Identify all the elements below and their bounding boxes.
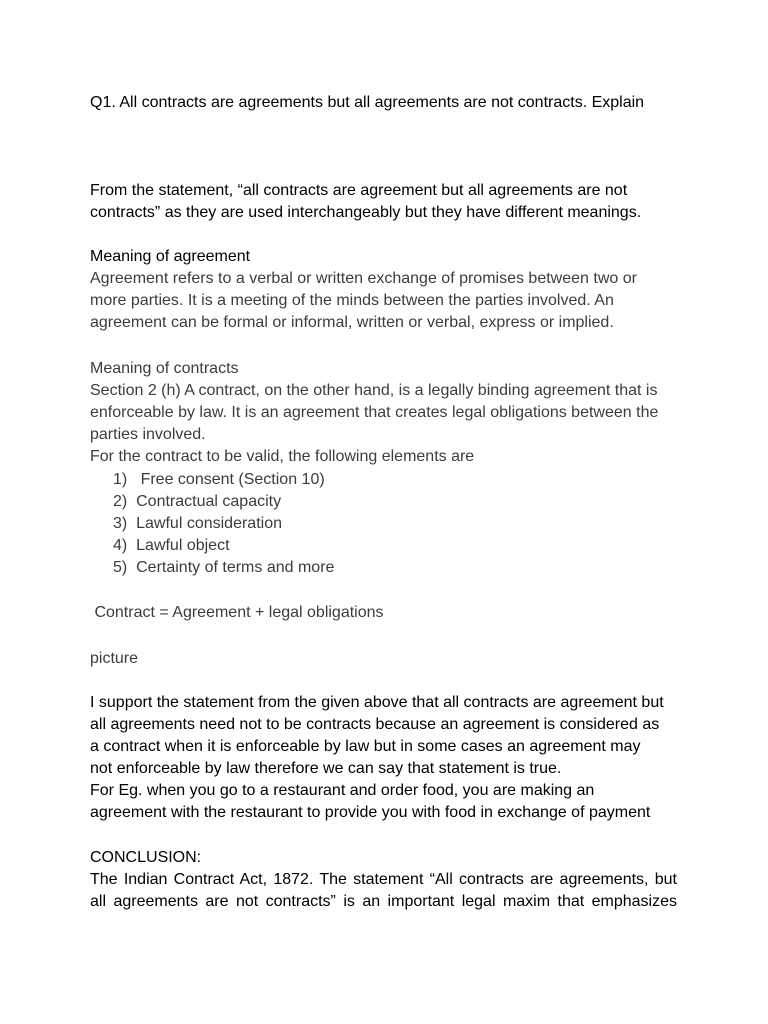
list-text: Contractual capacity <box>136 493 282 510</box>
element-list-item <box>113 513 282 535</box>
contracts-line-1: Section 2 (h) A contract, on the other hand, is a legally binding agreement that is <box>90 382 658 399</box>
list-text: Certainty of terms and more <box>136 559 335 576</box>
agreement-line-3: agreement can be formal or informal, written or verbal, express or implied. <box>90 314 614 331</box>
intro-line-1: From the statement, “all contracts are agreement but all agreements are not <box>90 182 628 199</box>
contracts-line-2: enforceable by law. It is an agreement that creates legal obligations between the <box>90 404 659 421</box>
list-number: 4) <box>113 537 128 554</box>
support-line-6: agreement with the restaurant to provide you with food in exchange of payment <box>90 804 651 821</box>
element-list-item <box>113 557 334 579</box>
contracts-line-3: parties involved. <box>90 426 206 443</box>
formula: Contract = Agreement + legal obligations <box>90 604 384 621</box>
picture-placeholder: picture <box>90 650 139 667</box>
question-title: Q1. All contracts are agreements but all agreements are not contracts. Explain <box>90 94 645 111</box>
list-number: 2) <box>113 493 128 510</box>
list-text: Free consent (Section 10) <box>140 471 325 488</box>
conclusion-line-2: all agreements are not contracts” is an important legal maxim that emphasizes <box>90 893 677 910</box>
contracts-heading: Meaning of contracts <box>90 360 239 377</box>
list-number: 1) <box>113 471 128 488</box>
element-list-item <box>113 469 325 491</box>
list-text: Lawful object <box>136 537 230 554</box>
agreement-line-2: more parties. It is a meeting of the minds between the parties involved. An <box>90 292 614 309</box>
list-number: 5) <box>113 559 128 576</box>
conclusion-line-1: The Indian Contract Act, 1872. The statement “All contracts are agreements, but <box>90 871 677 888</box>
support-line-2: all agreements need not to be contracts because an agreement is considered as <box>90 716 660 733</box>
support-line-1: I support the statement from the given above that all contracts are agreement but <box>90 694 664 711</box>
list-number: 3) <box>113 515 128 532</box>
list-text: Lawful consideration <box>136 515 282 532</box>
support-line-3: a contract when it is enforceable by law but in some cases an agreement may <box>90 738 641 755</box>
element-list-item <box>113 535 230 557</box>
intro-line-2: contracts” as they are used interchangeably but they have different meanings. <box>90 204 642 221</box>
support-line-5: For Eg. when you go to a restaurant and order food, you are making an <box>90 782 595 799</box>
conclusion-heading: CONCLUSION: <box>90 849 202 866</box>
agreement-line-1: Agreement refers to a verbal or written exchange of promises between two or <box>90 270 637 287</box>
contracts-line-4: For the contract to be valid, the following elements are <box>90 448 475 465</box>
element-list-item <box>113 491 281 513</box>
support-line-4: not enforceable by law therefore we can say that statement is true. <box>90 760 562 777</box>
agreement-heading: Meaning of agreement <box>90 248 251 265</box>
